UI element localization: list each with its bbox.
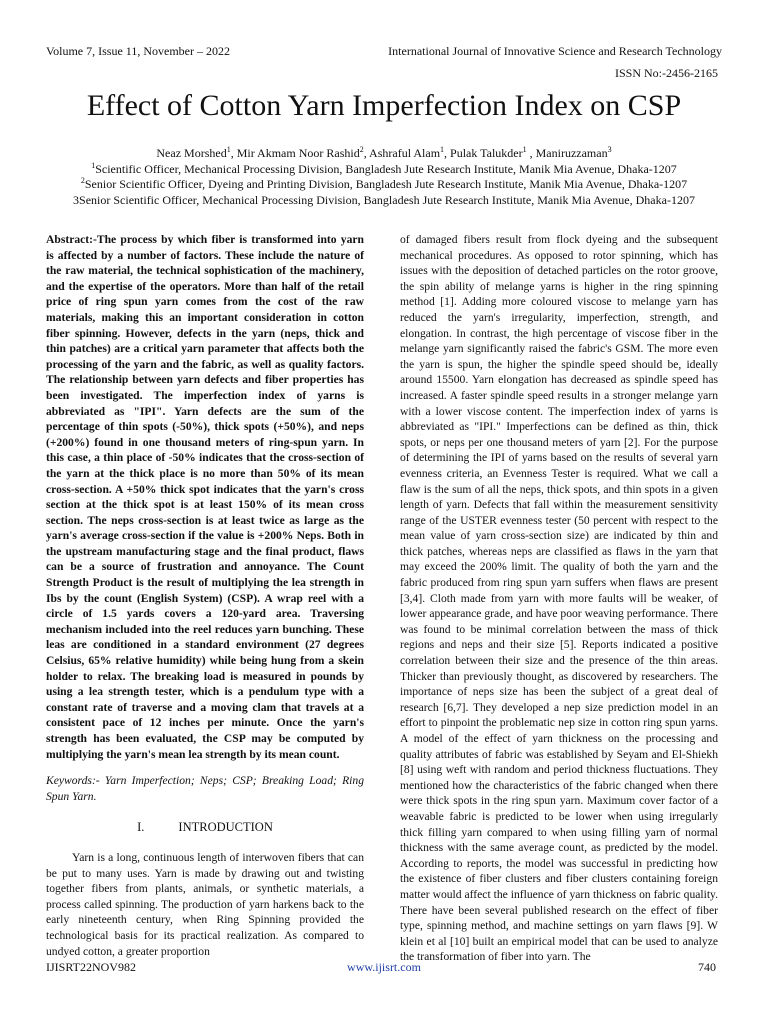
journal-url-link[interactable]: www.ijisrt.com <box>347 960 421 974</box>
left-column <box>46 232 364 959</box>
section-number: I. <box>137 820 145 835</box>
author-name: , Maniruzzaman <box>526 146 608 160</box>
author-affil-mark: 2 <box>359 145 364 154</box>
author-list <box>0 146 768 162</box>
intro-continued-paragraph: of damaged fibers result from flock dyeing and the subsequent mechanical procedures. As opposed to rotor spinning, which has issues with the deposition of detached particles on the rotor groove, the spin ability of melange yarns is higher in the ring spinning method [1]. Adding more coloured viscose to melange yarn has reduced the yarn's irregularity, imperfection, strength, and elongation. In contrast, the high percentage of viscose fiber in the melange yarn significantly raised the fabric's GSM. The more even the yarn is spun, the higher the spindle speed should be, ideally around 15500. Yarn elongation has decreased as spindle speed has increased. A faster spindle speed results in a stronger melange yarn with a lower viscose content. The imperfection index of yarns is abbreviated as "IPI." Imperfections can be defined as thin, thick spots, or neps per one thousand meters of yarn [2]. For the purpose of determining the IPI of yarns based on the results of several yarn evenness criteria, an Evenness Tester is required. What we call a flaw is the sum of all the neps, thick spots, and thin spots in a given length of yarn. Defects that fall within the measurement sensitivity range of the USTER evenness tester (50 percent with respect to the mean value of yarn cross-section size) are indicated by thin and thick patches, whereas neps are classified as flaws in the yarn that may exceed the 200% limit. The quality of both the yarn and the fabric produced from ring spun yarn suffers when flaws are present [3,4]. Cloth made from yarn with more faults will be weaker, of lower appearance grade, and have poor weaving performance. There was found to be minimal correlation between the mass of thick regions and neps and their size [5]. Reports indicated a positive correlation between their size and the presence of the thin areas. Thicker than previously thought, as discovered by researchers. The importance of neps size has been the subject of a great deal of research [6,7]. They developed a nep size prediction model in an effort to pinpoint the problematic nep size in cotton ring spun yarns. A model of the effect of yarn thickness on the processing and quality attributes of fabric was established by Seyam and El-Shiekh [8] using weft with random and period thickness fluctuations. They mentioned how the characteristics of the fabric changed when there were thick spots in the ring spun yarn. Maximum cover factor of a weavable fabric is predicted to be lower when using irregularly thick filling yarn compared to when using filling yarn of normal thickness with the same average count, as predicted by the model. According to reports, the model was successful in predicting how the existence of fiber clusters and fiber clusters containing foreign matter would affect the influence of yarn thickness on fabric quality. There have been several published research on the effect of fiber type, spinning method, and machine settings on yarn flaws [9]. W klein et al [10] built an empirical model that can be used to analyze the transformation of fiber into yarn. The <box>400 233 718 964</box>
page-number: 740 <box>698 960 716 974</box>
intro-paragraph: Yarn is a long, continuous length of interwoven fibers that can be put to many uses. Yarn is made by drawing out and twisting together fibers from plants, animals, or synthetic materials, a process called spinning. The production of yarn harkens back to the early nineteenth century, when Ring Spinning provided the technological basis for its practical realization. As compared to undyed cotton, a greater proportion <box>46 850 364 958</box>
author-name: , Mir Akmam Noor Rashid <box>230 146 360 160</box>
paper-title: Effect of Cotton Yarn Imperfection Index on CSP <box>86 89 682 122</box>
author-affil-mark: 1 <box>522 145 527 154</box>
affiliation-2: $^2$Senior Scientific Officer, Dyeing and Printing Division, Bangladesh Jute Research Institute, Manik Mia Avenue, Dhaka-1207 <box>80 176 688 191</box>
section-heading <box>46 820 364 836</box>
author-affil-mark: 3 <box>607 145 612 154</box>
keywords: Keywords:- Yarn Imperfection; Neps; CSP; Breaking Load; Ring Spun Yarn. <box>46 774 364 803</box>
right-column <box>400 232 718 965</box>
author-affil-mark: 1 <box>440 145 445 154</box>
footer-url-wrap <box>0 960 768 975</box>
authors-block <box>0 146 768 208</box>
section-title: INTRODUCTION <box>178 820 273 835</box>
author-name: , Ashraful Alam <box>363 146 441 160</box>
issn: ISSN No:-2456-2165 <box>614 66 718 80</box>
volume-info: Volume 7, Issue 11, November – 2022 <box>46 44 230 58</box>
paper-code: IJISRT22NOV982 <box>46 960 136 974</box>
journal-name: International Journal of Innovative Science and Research Technology <box>388 44 722 58</box>
affiliation-3: 3Senior Scientific Officer, Mechanical Processing Division, Bangladesh Jute Research Institute, Manik Mia Avenue, Dhaka-1207 <box>73 192 695 207</box>
affiliation-1: $^1$Scientific Officer, Mechanical Processing Division, Bangladesh Jute Research Institute, Manik Mia Avenue, Dhaka-1207 <box>91 160 677 176</box>
author-affil-mark: 1 <box>226 145 231 154</box>
author-name: , Pulak Talukder <box>444 146 523 160</box>
author-name: Neaz Morshed <box>156 146 227 160</box>
abstract: Abstract:-The process by which fiber is transformed into yarn is affected by a number of factors. These include the nature of the raw material, the technical sophistication of the machinery, and the expertise of the operators. More than half of the retail price of ring spun yarn comes from the cost of the raw materials, making this an important consideration in cotton fiber spinning. However, defects in the yarn (neps, thick and thin patches) are a critical yarn parameter that affects both the processing of the yarn and the fabric, as well as quality factors. The relationship between yarn defects and fiber properties has been investigated. The imperfection index of yarns is abbreviated as "IPI". Yarn defects are the sum of the percentage of thin spots (-50%), thick spots (+50%), and neps (+200%) found in one thousand meters of ring-spun yarn. In this case, a thin place of -50% indicates that the cross-section of the yarn at the thick place is no more than 50% of its mean cross-section. A +50% thick spot indicates that the yarn's cross section at the thick spot is at least 150% of its mean cross section. The neps cross-section is at least twice as large as the yarn's average cross-section if the value is +200% Neps. Both in the upstream manufacturing stage and the final product, flaws can be a source of frustration and annoyance. The Count Strength Product is the result of multiplying the lea strength in Ibs by the count (English System) (CSP). A wrap reel with a circle of 1.5 yards covers a 120-yard area. Traversing mechanism included into the reel reduces yarn bunching. These leas are conditioned in a standard environment (27 degrees Celsius, 65% relative humidity) while being hung from a skein holder to relax. The breaking load is measured in pounds by using a lea strength tester, which is a pendulum type with a constant rate of traverse and a moving clam that travels at a consistent pace of 12 inches per minute. Once the yarn's strength has been evaluated, the CSP may be computed by multiplying the yarn's mean lea strength by its mean count. <box>46 233 364 761</box>
